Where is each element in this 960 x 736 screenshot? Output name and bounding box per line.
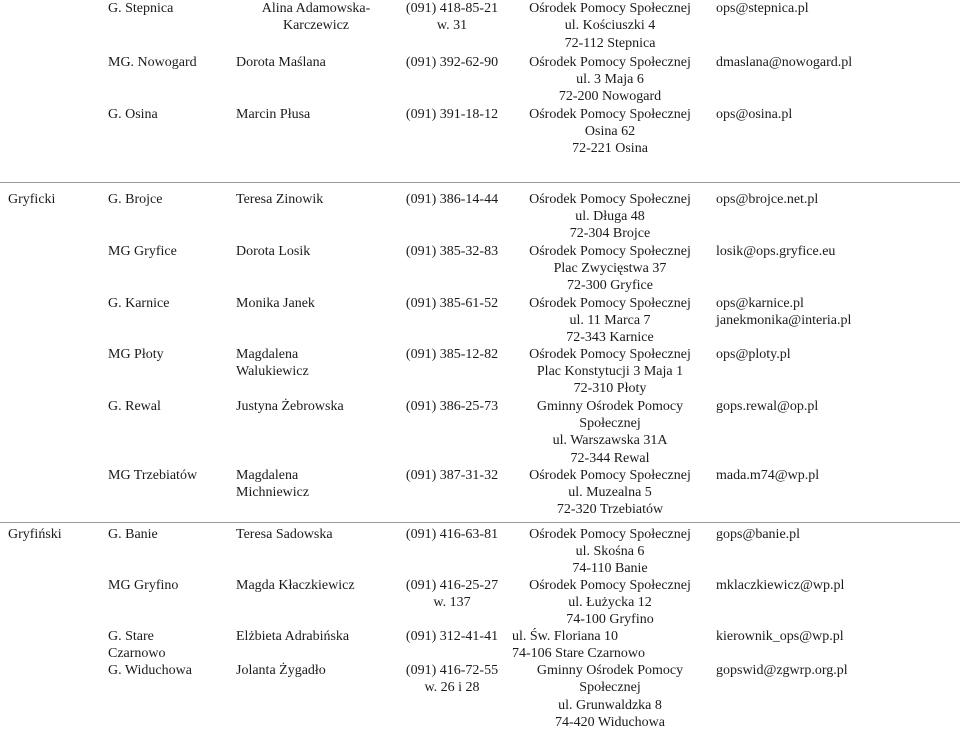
phone-number xyxy=(398,243,506,260)
address-line: Społecznej xyxy=(579,415,641,431)
phone-number-line: (091) 312-41-41 xyxy=(405,628,499,644)
email-address-line: ops@karnice.pl xyxy=(716,295,804,311)
address-line: Ośrodek Pomocy Społecznej xyxy=(529,243,691,259)
director-name-line: Dorota Losik xyxy=(236,243,311,259)
address-line: 72-343 Karnice xyxy=(566,330,654,346)
gmina-name xyxy=(108,346,232,363)
phone-number-line: (091) 416-72-55 xyxy=(405,663,499,678)
gmina-name xyxy=(108,628,232,663)
address-line: 72-300 Gryfice xyxy=(567,278,653,294)
address-line: ul. Muzealna 5 xyxy=(568,484,652,500)
address xyxy=(512,662,708,732)
address xyxy=(512,577,708,629)
email-address-line: gopswid@zgwrp.org.pl xyxy=(716,663,848,678)
gmina-name-line: G. Stepnica xyxy=(108,1,174,16)
address-line: Gminny Ośrodek Pomocy xyxy=(536,398,684,414)
address xyxy=(512,398,708,468)
address xyxy=(512,106,708,158)
phone-number-line: (091) 416-63-81 xyxy=(405,526,499,542)
phone-number-line: w. 137 xyxy=(433,594,471,610)
phone-number-line: (091) 386-14-44 xyxy=(405,191,499,207)
address-line: Ośrodek Pomocy Społecznej xyxy=(529,467,691,483)
phone-number-line: (091) 392-62-90 xyxy=(405,54,499,70)
gmina-name-line: MG Gryfice xyxy=(108,243,177,259)
address-line: 72-221 Osina xyxy=(572,141,648,157)
address-line: 72-112 Stepnica xyxy=(564,35,656,51)
director-name-line: Magda Kłaczkiewicz xyxy=(236,577,355,593)
phone-number-line: (091) 416-25-27 xyxy=(405,577,499,593)
phone-number-line: (091) 391-18-12 xyxy=(405,106,499,122)
address xyxy=(512,526,708,578)
address-line: ul. Łużycka 12 xyxy=(568,594,652,610)
phone-number xyxy=(398,295,506,312)
director-name xyxy=(236,243,396,260)
email-address-line: ops@brojce.net.pl xyxy=(716,191,819,207)
email-address xyxy=(716,295,956,330)
address-line: ul. 3 Maja 6 xyxy=(576,71,644,87)
director-name xyxy=(236,526,396,543)
address-line: 72-304 Brojce xyxy=(569,226,651,242)
director-name xyxy=(236,577,396,594)
address-line: Ośrodek Pomocy Społecznej xyxy=(529,1,691,16)
address-line: 72-310 Płoty xyxy=(573,381,647,397)
section-divider xyxy=(0,182,960,183)
phone-number xyxy=(398,526,506,543)
phone-number-line: (091) 418-85-21 xyxy=(405,1,499,16)
address-line: Ośrodek Pomocy Społecznej xyxy=(529,295,691,311)
powiat-name: Gryfiński xyxy=(8,526,62,542)
address-line: Ośrodek Pomocy Społecznej xyxy=(529,54,691,70)
director-name-line: Karczewicz xyxy=(282,18,350,34)
phone-number-line: w. 31 xyxy=(436,18,468,34)
director-name-line: Jolanta Żygadło xyxy=(236,663,326,678)
gmina-name-line: G. Banie xyxy=(108,526,158,542)
phone-number xyxy=(398,106,506,123)
address-line: 74-106 Stare Czarnowo xyxy=(512,645,645,661)
address-line: 72-320 Trzebiatów xyxy=(556,502,664,518)
phone-number-line: (091) 386-25-73 xyxy=(405,398,499,414)
email-address xyxy=(716,54,956,71)
email-address xyxy=(716,662,956,679)
gmina-name-line: Czarnowo xyxy=(108,645,166,661)
email-address xyxy=(716,191,956,208)
gmina-name-line: G. Rewal xyxy=(108,398,161,414)
address-line: 74-420 Widuchowa xyxy=(555,715,665,731)
director-name xyxy=(236,54,396,71)
address-line: Plac Konstytucji 3 Maja 1 xyxy=(536,363,684,379)
director-name xyxy=(236,467,396,502)
section-divider xyxy=(0,522,960,523)
gmina-name xyxy=(108,577,232,594)
address-line: Ośrodek Pomocy Społecznej xyxy=(529,106,691,122)
email-address-line: janekmonika@interia.pl xyxy=(716,312,852,328)
address-line: Ośrodek Pomocy Społecznej xyxy=(529,191,691,207)
director-name-line: Elżbieta Adrabińska xyxy=(236,628,350,644)
gmina-name xyxy=(108,106,232,123)
email-address-line: ops@ploty.pl xyxy=(716,346,791,362)
director-name xyxy=(236,662,396,679)
address-line: ul. Św. Floriana 10 xyxy=(512,628,619,644)
gmina-name-line: MG Trzebiatów xyxy=(108,467,198,483)
email-address xyxy=(716,467,956,484)
address xyxy=(512,54,708,106)
phone-number-line: (091) 385-61-52 xyxy=(405,295,499,311)
address-line: Ośrodek Pomocy Społecznej xyxy=(529,346,691,362)
address-line: 74-110 Banie xyxy=(572,561,648,577)
director-name xyxy=(236,628,396,645)
email-address xyxy=(716,526,956,543)
director-name xyxy=(236,346,396,381)
director-name-line: Teresa Zinowik xyxy=(236,191,324,207)
gmina-name xyxy=(108,0,232,17)
phone-number xyxy=(398,346,506,363)
gmina-name-line: G. Stare xyxy=(108,628,154,644)
gmina-name-line: G. Karnice xyxy=(108,295,170,311)
email-address-line: dmaslana@nowogard.pl xyxy=(716,54,853,70)
gmina-name xyxy=(108,662,232,679)
address-line: ul. Długa 48 xyxy=(575,208,645,224)
phone-number-line: (091) 385-12-82 xyxy=(405,346,499,362)
email-address xyxy=(716,577,956,594)
director-name-line: Magdalena xyxy=(236,467,299,483)
phone-number xyxy=(398,54,506,71)
gmina-name-line: G. Widuchowa xyxy=(108,663,192,678)
address-line: Gminny Ośrodek Pomocy xyxy=(536,663,684,678)
email-address xyxy=(716,243,956,260)
phone-number xyxy=(398,467,506,484)
address xyxy=(512,191,708,243)
email-address-line: gops@banie.pl xyxy=(716,526,801,542)
gmina-name-line: G. Brojce xyxy=(108,191,163,207)
gmina-name-line: MG Gryfino xyxy=(108,577,179,593)
email-address-line: mada.m74@wp.pl xyxy=(716,467,820,483)
address-line: Ośrodek Pomocy Społecznej xyxy=(529,577,691,593)
director-name-line: Teresa Sadowska xyxy=(236,526,333,542)
address-line: Ośrodek Pomocy Społecznej xyxy=(529,526,691,542)
email-address xyxy=(716,0,956,17)
phone-number xyxy=(398,191,506,208)
gmina-name xyxy=(108,295,232,312)
phone-number xyxy=(398,628,506,645)
phone-number xyxy=(398,0,506,35)
phone-number-line: (091) 387-31-32 xyxy=(405,467,499,483)
address-line: 72-200 Nowogard xyxy=(558,89,662,105)
director-name-line: Dorota Maślana xyxy=(236,54,326,70)
address xyxy=(512,467,708,519)
phone-number-line: (091) 385-32-83 xyxy=(405,243,499,259)
email-address-line: losik@ops.gryfice.eu xyxy=(716,243,836,259)
address-line: 74-100 Gryfino xyxy=(566,612,654,628)
email-address-line: mklaczkiewicz@wp.pl xyxy=(716,577,845,593)
address xyxy=(512,346,708,398)
director-name-line: Michniewicz xyxy=(236,484,310,500)
address-line: 72-344 Rewal xyxy=(570,450,650,466)
director-name xyxy=(236,0,396,35)
director-name xyxy=(236,295,396,312)
director-name-line: Alina Adamowska- xyxy=(261,1,371,16)
gmina-name xyxy=(108,54,232,71)
gmina-name xyxy=(108,398,232,415)
email-address-line: kierownik_ops@wp.pl xyxy=(716,628,844,644)
address-line: ul. Kościuszki 4 xyxy=(564,18,656,34)
director-name-line: Monika Janek xyxy=(236,295,315,311)
email-address-line: ops@osina.pl xyxy=(716,106,793,122)
address xyxy=(512,295,708,347)
address-line: Plac Zwycięstwa 37 xyxy=(553,260,667,276)
address xyxy=(512,0,708,52)
director-name-line: Walukiewicz xyxy=(236,363,309,379)
director-name-line: Marcin Płusa xyxy=(236,106,311,122)
director-name-line: Magdalena xyxy=(236,346,299,362)
gmina-name-line: G. Osina xyxy=(108,106,158,122)
gmina-name xyxy=(108,243,232,260)
gmina-name xyxy=(108,467,232,484)
email-address xyxy=(716,398,956,415)
address xyxy=(512,243,708,295)
email-address xyxy=(716,346,956,363)
address-line: ul. Warszawska 31A xyxy=(552,433,668,449)
phone-number xyxy=(398,577,506,612)
email-address-line: gops.rewal@op.pl xyxy=(716,398,819,414)
gmina-name xyxy=(108,526,232,543)
phone-number xyxy=(398,662,506,697)
email-address-line: ops@stepnica.pl xyxy=(716,1,809,16)
director-name xyxy=(236,106,396,123)
email-address xyxy=(716,106,956,123)
address-line: Społecznej xyxy=(579,680,641,696)
powiat-name: Gryficki xyxy=(8,191,56,207)
address-line: Osina 62 xyxy=(584,123,636,139)
gmina-name xyxy=(108,191,232,208)
address-line: ul. Grunwaldzka 8 xyxy=(558,697,662,713)
director-name-line: Justyna Żebrowska xyxy=(236,398,344,414)
address xyxy=(512,628,708,663)
phone-number-line: w. 26 i 28 xyxy=(424,680,480,696)
gmina-name-line: MG. Nowogard xyxy=(108,54,197,70)
address-line: ul. Skośna 6 xyxy=(575,543,645,559)
phone-number xyxy=(398,398,506,415)
gmina-name-line: MG Płoty xyxy=(108,346,164,362)
director-name xyxy=(236,191,396,208)
address-line: ul. 11 Marca 7 xyxy=(569,312,651,328)
director-name xyxy=(236,398,396,415)
email-address xyxy=(716,628,956,645)
